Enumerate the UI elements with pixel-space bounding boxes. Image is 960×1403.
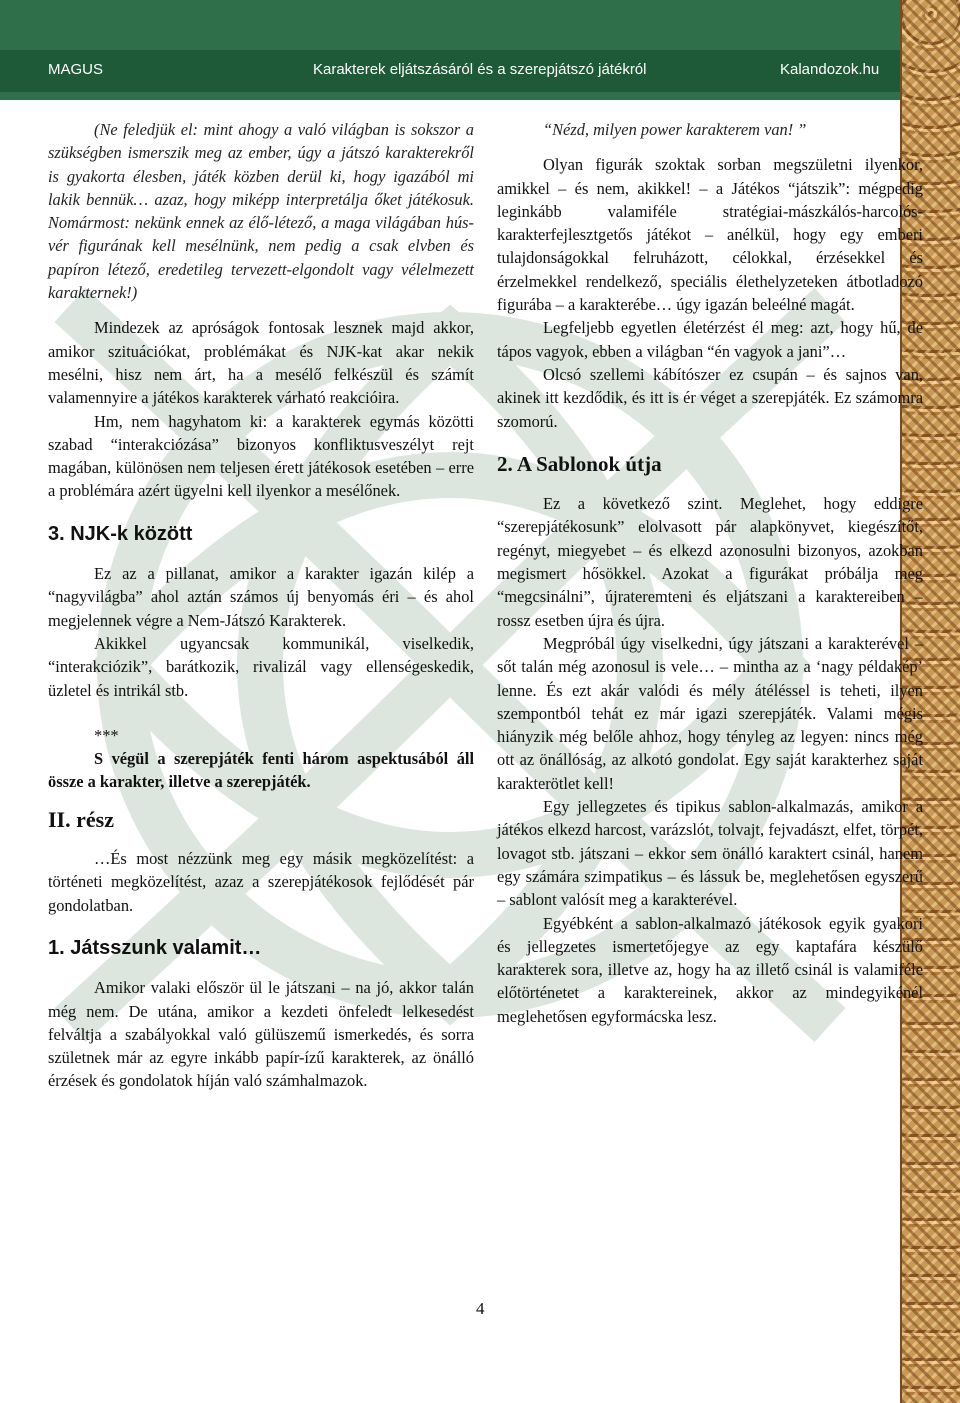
separator-stars: *** [94,725,119,745]
part-heading: II. rész [48,806,114,832]
paragraph: …És most nézzünk meg egy másik megközelítést: a történeti megközelítést, azaz a szerepjátékosok fejlődését pár gondolatban. [48,849,474,915]
paragraph: Megpróbál úgy viselkedni, úgy játszani a karakterével – sőt talán még azonosul is vele… – mintha az a ‘nagy példakép’ lenne. És ezt akár valódi és mély átéléssel is teheti, ilyen szempontból tehát ez már igazi szerepjáték. Valami mégis hiányzik még belőle ahhoz, hogy tényleg az legyen: nincs még ott az önállóság, az alkotó gondolat. Egy saját karakterhez saját karakterötlet kell! [497,633,923,793]
paragraph: Legfeljebb egyetlen életérzést él meg: azt, hogy hű, de tápos vagyok, ebben a világban “én vagyok a jani”… [497,318,923,361]
paragraph: Olcsó szellemi kábítószer ez csupán – és sajnos van, akinek itt kezdődik, és itt is ér véget a szerepjáték. Ez számomra szomorú. [497,364,923,431]
paragraph: Egy jellegzetes és tipikus sablon-alkalmazás, amikor a játékos elkezd harcost, varázslót, tolvajt, fejvadászt, elfet, törpét, lovagot stb. játszani – ekkor sem önálló karaktert csinál, hanem egy számára szimpatikus – és lássuk be, meglehetősen egyszerű – sablont valósít meg a karakterével. [497,797,923,910]
paragraph: Amikor valaki először ül le játszani – na jó, akkor talán még nem. De utána, amikor a kezdeti önfeledt lelkesedést felváltja a szabályokkal való gülüszemű ismerkedés, és sorra születnek már az egyre inkább papír-ízű karakterek, az önálló érzések és gondolatok híján való számhalmazok. [48,978,474,1091]
left-column [48,118,474,1093]
page-number: 4 [476,1299,485,1318]
quote: “Nézd, milyen power karakterem van! ” [543,120,807,139]
section-heading-sablon: 2. A Sablonok útja [497,451,662,476]
header-site-name: Kalandozok.hu [780,61,880,78]
bold-summary: S végül a szerepjáték fenti három aspektusából áll össze a karakter, illetve a szerepjáték. [48,749,474,792]
paragraph: Olyan figurák szoktak sorban megszületni ilyenkor, amikkel – és nem, akikkel! – a Játékos “játszik”: mégpedig leginkább valamiféle stratégiai-mászkálós-harcolós-karakterfejlesztgetős játékot – anélkül, hogy egy emberi tulajdonságokkal felruházott, célokkal, érzésekkel és érzelmekkel rendelkező, speciális élethelyzeteken átbotladozó figurába – a karakterébe… úgy igazán beleélné magát. [497,155,923,315]
header-left-text: MAGUS [48,61,104,78]
italic-note: (Ne feledjük el: mint ahogy a való világban is sokszor a szükségben ismerszik meg az ember, úgy a játszó karakterekről is gyakorta élesben, játék közben derül ki, hogy igazából mi lakik bennük… azaz, hogy miképp interpretálja őket játékosuk. Nomármost: nekünk ennek az élő-létező, a maga világában hús-vér figurának kell mesélnünk, nem pedig a csak elvben és papíron létező, eredetileg tervezett-elgondolt vagy vélelmezett karakternek!) [48,120,474,303]
header-title: Karakterek eljátszásáról és a szerepjátszó játékról [313,61,647,78]
right-column [497,118,923,1028]
paragraph: Hm, nem hagyhatom ki: a karakterek egymás közötti szabad “interakciózása” bizonyos konfliktusveszélyt rejt magában, különösen nem teljesen érett játékosok esetében – erre a problémára azért ügyelni kell ilyenkor a mesélőnek. [48,411,474,501]
section-heading-play: 1. Játsszunk valamit… [48,936,262,959]
paragraph: Ez az a pillanat, amikor a karakter igazán kilép a “nagyvilágba” ahol aztán számos új benyomás éri – és ahol megjelennek végre a Nem-Játszó Karakterek. [48,564,474,630]
paragraph: Ez a következő szint. Meglehet, hogy eddigre “szerepjátékosunk” elolvasott pár alapkönyvet, kiegészítőt, regényt, miegyebet – és elkezd azonosulni bizonyos, azokban megismert hősökkel. Azokat a figurákat próbálja meg “megcsinálni”, újrateremteni és eljátszani a karaktereiben – rossz esetben újra és újra. [497,494,923,630]
paragraph: Akikkel ugyancsak kommunikál, viselkedik, “interakciózik”, barátkozik, rivalizál vagy ellenségeskedik, üzletel és intrikál stb. [48,633,474,700]
page-header [0,0,900,100]
paragraph: Egyébként a sablon-alkalmazó játékosok egyik gyakori és jellegzetes ismertetőjegye az egy kaptafára készülő karakterek sora, illetve az, hogy ha az illető csinál is valamiféle előtörténetet a karaktereinek, akkor az mindegyikénél meglehetősen egyformácska lesz. [497,913,923,1026]
paragraph: Mindezek az apróságok fontosak lesznek majd akkor, amikor szituációkat, problémákat és NJK-kat akar nekik mesélni, hisz nem árt, ha a mesélő felkészül és számít valamennyire a játékos karakterek várható reakcióira. [48,318,474,408]
section-heading-njk: 3. NJK-k között [48,522,193,545]
